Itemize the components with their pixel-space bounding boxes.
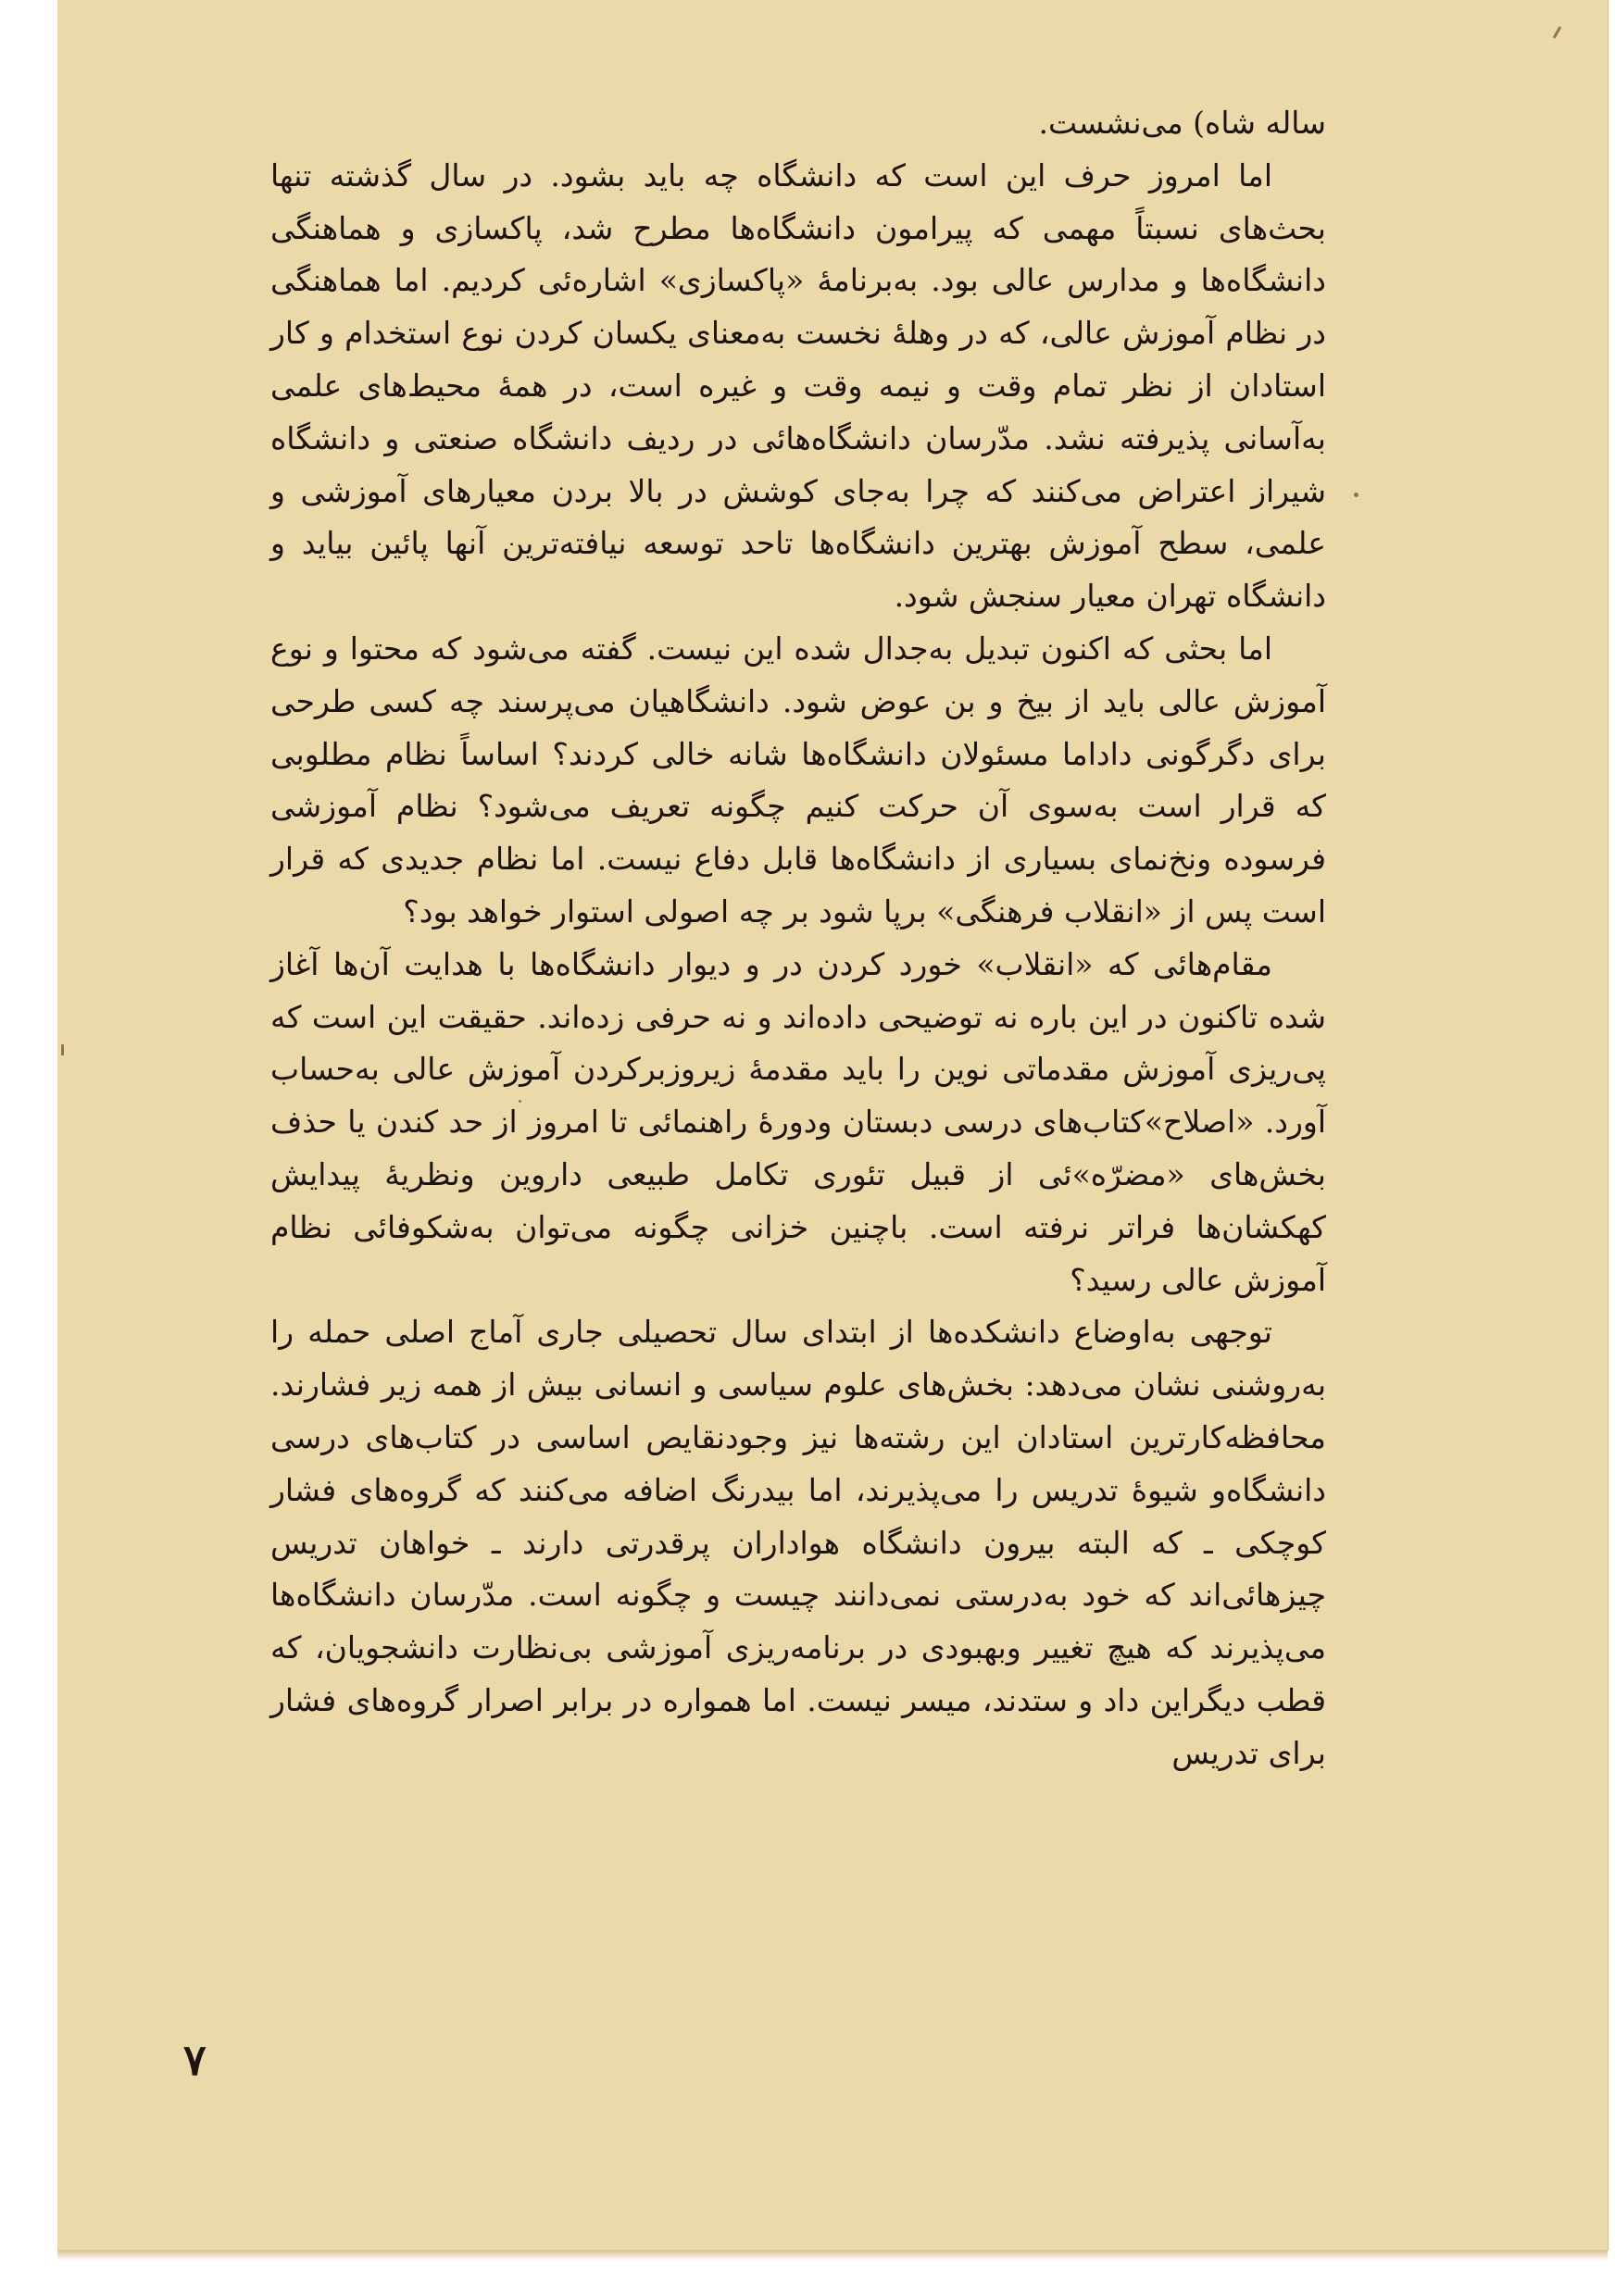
body-text <box>270 97 1326 1780</box>
scan-speck <box>519 1100 521 1103</box>
paragraph: ساله شاه) می‌نشست. <box>1038 105 1326 141</box>
paragraph: اما امروز حرف این است که دانشگاه چه باید بشود. در سال گذشته تنها بحث‌های نسبتاً مهمی که پیرامون دانشگاه‌ها مطرح شد، پاکسازی و هماهنگی دانشگاه‌ها و مدارس عالی بود. به‌برنامهٔ «پاکسازی» اشاره‌ئی کردیم. اما هماهنگی در نظام آموزش عالی، که در وهلهٔ نخست به‌معنای یکسان کردن نوع استخدام و کار استادان از نظر تمام وقت و نیمه وقت و غیره است، در همهٔ محیط‌های علمی به‌آسانی پذیرفته نشد. مدّرسان دانشگاه‌هائی در ردیف دانشگاه صنعتی و دانشگاه شیراز اعتراض می‌کنند که چرا به‌جای کوشش در بالا بردن معیارهای آموزشی و علمی، سطح آموزش بهترین دانشگاه‌ها تاحد توسعه نیافته‌ترین آنها پائین بیاید و دانشگاه تهران معیار سنجش شود. <box>270 156 1326 615</box>
scan-speck <box>61 1044 64 1055</box>
page-edge-shadow <box>57 2250 1608 2261</box>
paragraph: توجهی به‌اوضاع دانشکده‌ها از ابتدای سال تحصیلی جاری آماج اصلی حمله را به‌روشنی نشان می‌دهد: بخش‌های علوم سیاسی و انسانی بیش از همه زیر فشارند. محافظه‌کارترین استادان این رشته‌ها نیز وجودنقایص اساسی در کتاب‌های درسی دانشگاه‌و شیوهٔ تدریس را می‌پذیرند، اما بیدرنگ اضافه می‌کنند که گروه‌های فشار کوچکی ـ که البته بیرون دانشگاه هواداران پرقدرتی دارند ـ خواهان تدریس چیزهائی‌اند که خود به‌درستی نمی‌دانند چیست و چگونه است. مدّرسان دانشگاه‌ها می‌پذیرند که هیچ تغییر وبهبودی در برنامه‌ریزی آموزشی بی‌نظارت دانشجویان، که قطب دیگراین داد و ستدند، میسر نیست. اما همواره در برابر اصرار گروه‌های فشار برای تدریس <box>270 1314 1326 1771</box>
paragraph: اما بحثی که اکنون تبدیل به‌جدال شده این نیست. گفته می‌شود که محتوا و نوع آموزش عالی باید از بیخ و بن عوض شود. دانشگاهیان می‌پرسند چه کسی طرحی برای دگرگونی داداما مسئولان دانشگاه‌ها شانه خالی کردند؟ اساساً نظام مطلوبی که قرار است به‌سوی آن حرکت کنیم چگونه تعریف می‌شود؟ نظام آموزشی فرسوده ونخ‌نمای بسیاری از دانشگاه‌ها قابل دفاع نیست. اما نظام جدیدی که قرار است پس از «انقلاب فرهنگی» برپا شود بر چه اصولی استوار خواهد بود؟ <box>270 630 1326 930</box>
scan-speck <box>1354 493 1358 497</box>
page-number: ۷ <box>183 2035 207 2085</box>
paragraph: مقام‌هائی که «انقلاب» خورد کردن در و دیوار دانشگاه‌ها با هدایت آن‌ها آغاز شده تاکنون در این باره نه توضیحی داده‌اند و نه حرفی زده‌اند. حقیقت این است که پی‌ریزی آموزش مقدماتی نوین را باید مقدمهٔ زیروزبرکردن آموزش عالی به‌حساب آورد. «اصلاح»کتاب‌های درسی دبستان ودورهٔ راهنمائی تا امروز از حد کندن یا حذف بخش‌های «مضرّه»ئی از قبیل تئوری تکامل طبیعی داروین ونظریهٔ پیدایش کهکشان‌ها فراتر نرفته است. باچنین خزانی چگونه می‌توان به‌شکوفائی نظام آموزش عالی رسید؟ <box>270 945 1326 1298</box>
